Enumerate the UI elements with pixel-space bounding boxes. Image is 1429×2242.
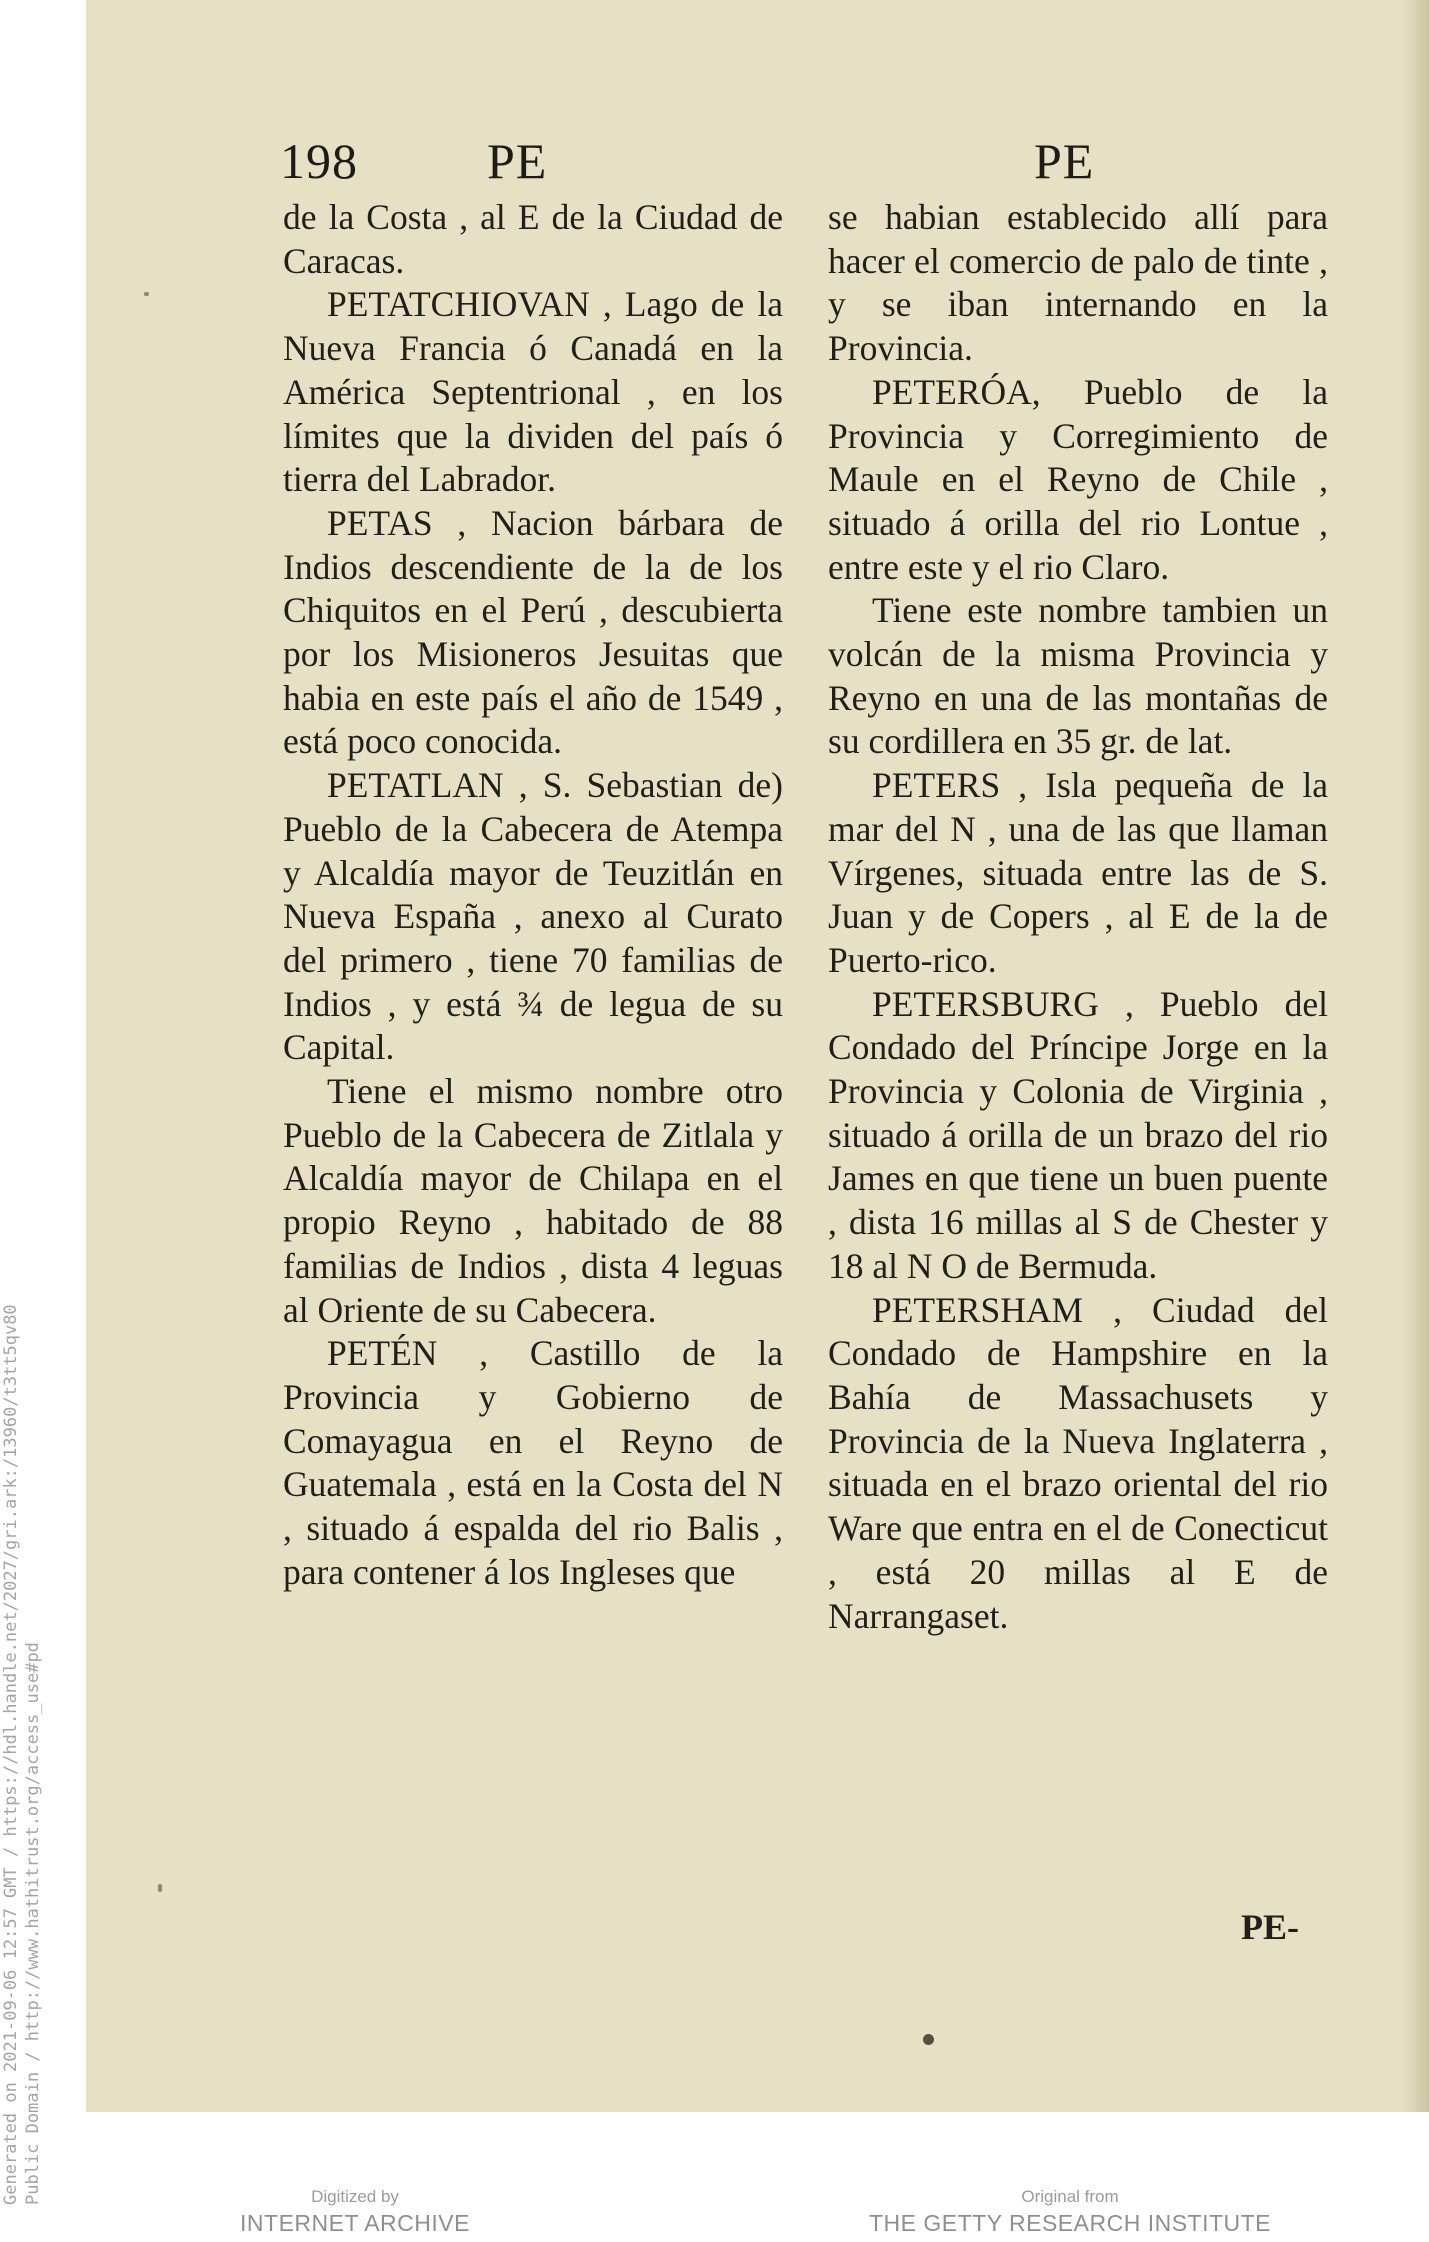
digitized-by-label: Digitized by <box>311 2187 399 2206</box>
entry-peten: PETÉN , Castillo de la Provincia y Gobierno de Comayagua en el Reyno de Guatemala , está en la Costa del N , situado á espalda del rio Balis , para contener á los Ingleses que <box>283 1333 783 1592</box>
paragraph: de la Costa , al E de la Ciudad de Caracas. <box>283 197 783 281</box>
entry-petatlan: PETATLAN , S. Sebastian de) Pueblo de la Cabecera de Atempa y Alcaldía mayor de Teuzitlán en Nueva España , anexo al Curato del primero , tiene 70 familias de Indios , y está ¾ de legua de su Capital. <box>283 765 783 1068</box>
digitized-by-credit <box>200 2186 510 2238</box>
watermark-line: Public Domain / http://www.hathitrust.org/access_use#pd <box>23 1642 43 2205</box>
watermark-line: Generated on 2021-09-06 12:57 GMT / https://hdl.handle.net/2027/gri.ark:/13960/t3tt5qv80 <box>1 1304 21 2205</box>
page-edge-shadow <box>1403 0 1429 2112</box>
paragraph: se habian establecido allí para hacer el comercio de palo de tinte , y se iban internando en la Provincia. <box>828 197 1328 369</box>
entry-peters: PETERS , Isla pequeña de la mar del N , una de las que llaman Vírgenes, situada entre las de S. Juan y de Copers , al E de la de Puerto-rico. <box>828 765 1328 980</box>
paragraph: Tiene el mismo nombre otro Pueblo de la Cabecera de Zitlala y Alcaldía mayor de Chilapa en el propio Reyno , habitado de 88 familias de Indios , dista 4 leguas al Oriente de su Cabecera. <box>283 1071 783 1330</box>
hathitrust-watermark <box>0 1304 44 2205</box>
internet-archive-label: INTERNET ARCHIVE <box>240 2210 470 2236</box>
entry-petersham: PETERSHAM , Ciudad del Condado de Hampshire en la Bahía de Massachusets y Provincia de la Nueva Inglaterra , situada en el brazo oriental del rio Ware que entra en el de Conecticut , está 20 millas al E de Narrangaset. <box>828 1289 1328 1636</box>
entry-petatchiovan: PETATCHIOVAN , Lago de la Nueva Francia ó Canadá en la América Septentrional , en los límites que la dividen del país ó tierra del Labrador. <box>283 284 783 500</box>
left-text-column <box>283 196 783 1595</box>
paper-speck <box>144 292 149 296</box>
running-head-right: PE <box>1034 133 1095 189</box>
entry-petas: PETAS , Nacion bárbara de Indios descendiente de la de los Chiquitos en el Perú , descubierta por los Misioneros Jesuitas que habia en este país el año de 1549 , está poco conocida. <box>283 502 783 762</box>
getty-institute-label: THE GETTY RESEARCH INSTITUTE <box>868 2210 1272 2236</box>
catchword: PE- <box>1241 1907 1299 1947</box>
entry-petersburg: PETERSBURG , Pueblo del Condado del Príncipe Jorge en la Provincia y Colonia de Virginia , situado á orilla de un brazo del rio James en que tiene un buen puente , dista 16 millas al S de Chester y 18 al N O de Bermuda. <box>828 983 1328 1286</box>
page-number: 198 <box>280 133 358 189</box>
running-head-left: PE <box>487 133 548 189</box>
paragraph: Tiene este nombre tambien un volcán de la misma Provincia y Reyno en una de las montañas de su cordillera en 35 gr. de lat. <box>828 590 1328 762</box>
paper-speck <box>158 1884 162 1892</box>
right-text-column <box>828 196 1328 1638</box>
original-from-label: Original from <box>1021 2187 1119 2206</box>
ink-dot <box>923 2034 934 2045</box>
original-from-credit <box>860 2186 1280 2238</box>
entry-peteroa: PETERÓA, Pueblo de la Provincia y Corregimiento de Maule en el Reyno de Chile , situado á orilla del rio Lontue , entre este y el rio Claro. <box>828 371 1328 587</box>
